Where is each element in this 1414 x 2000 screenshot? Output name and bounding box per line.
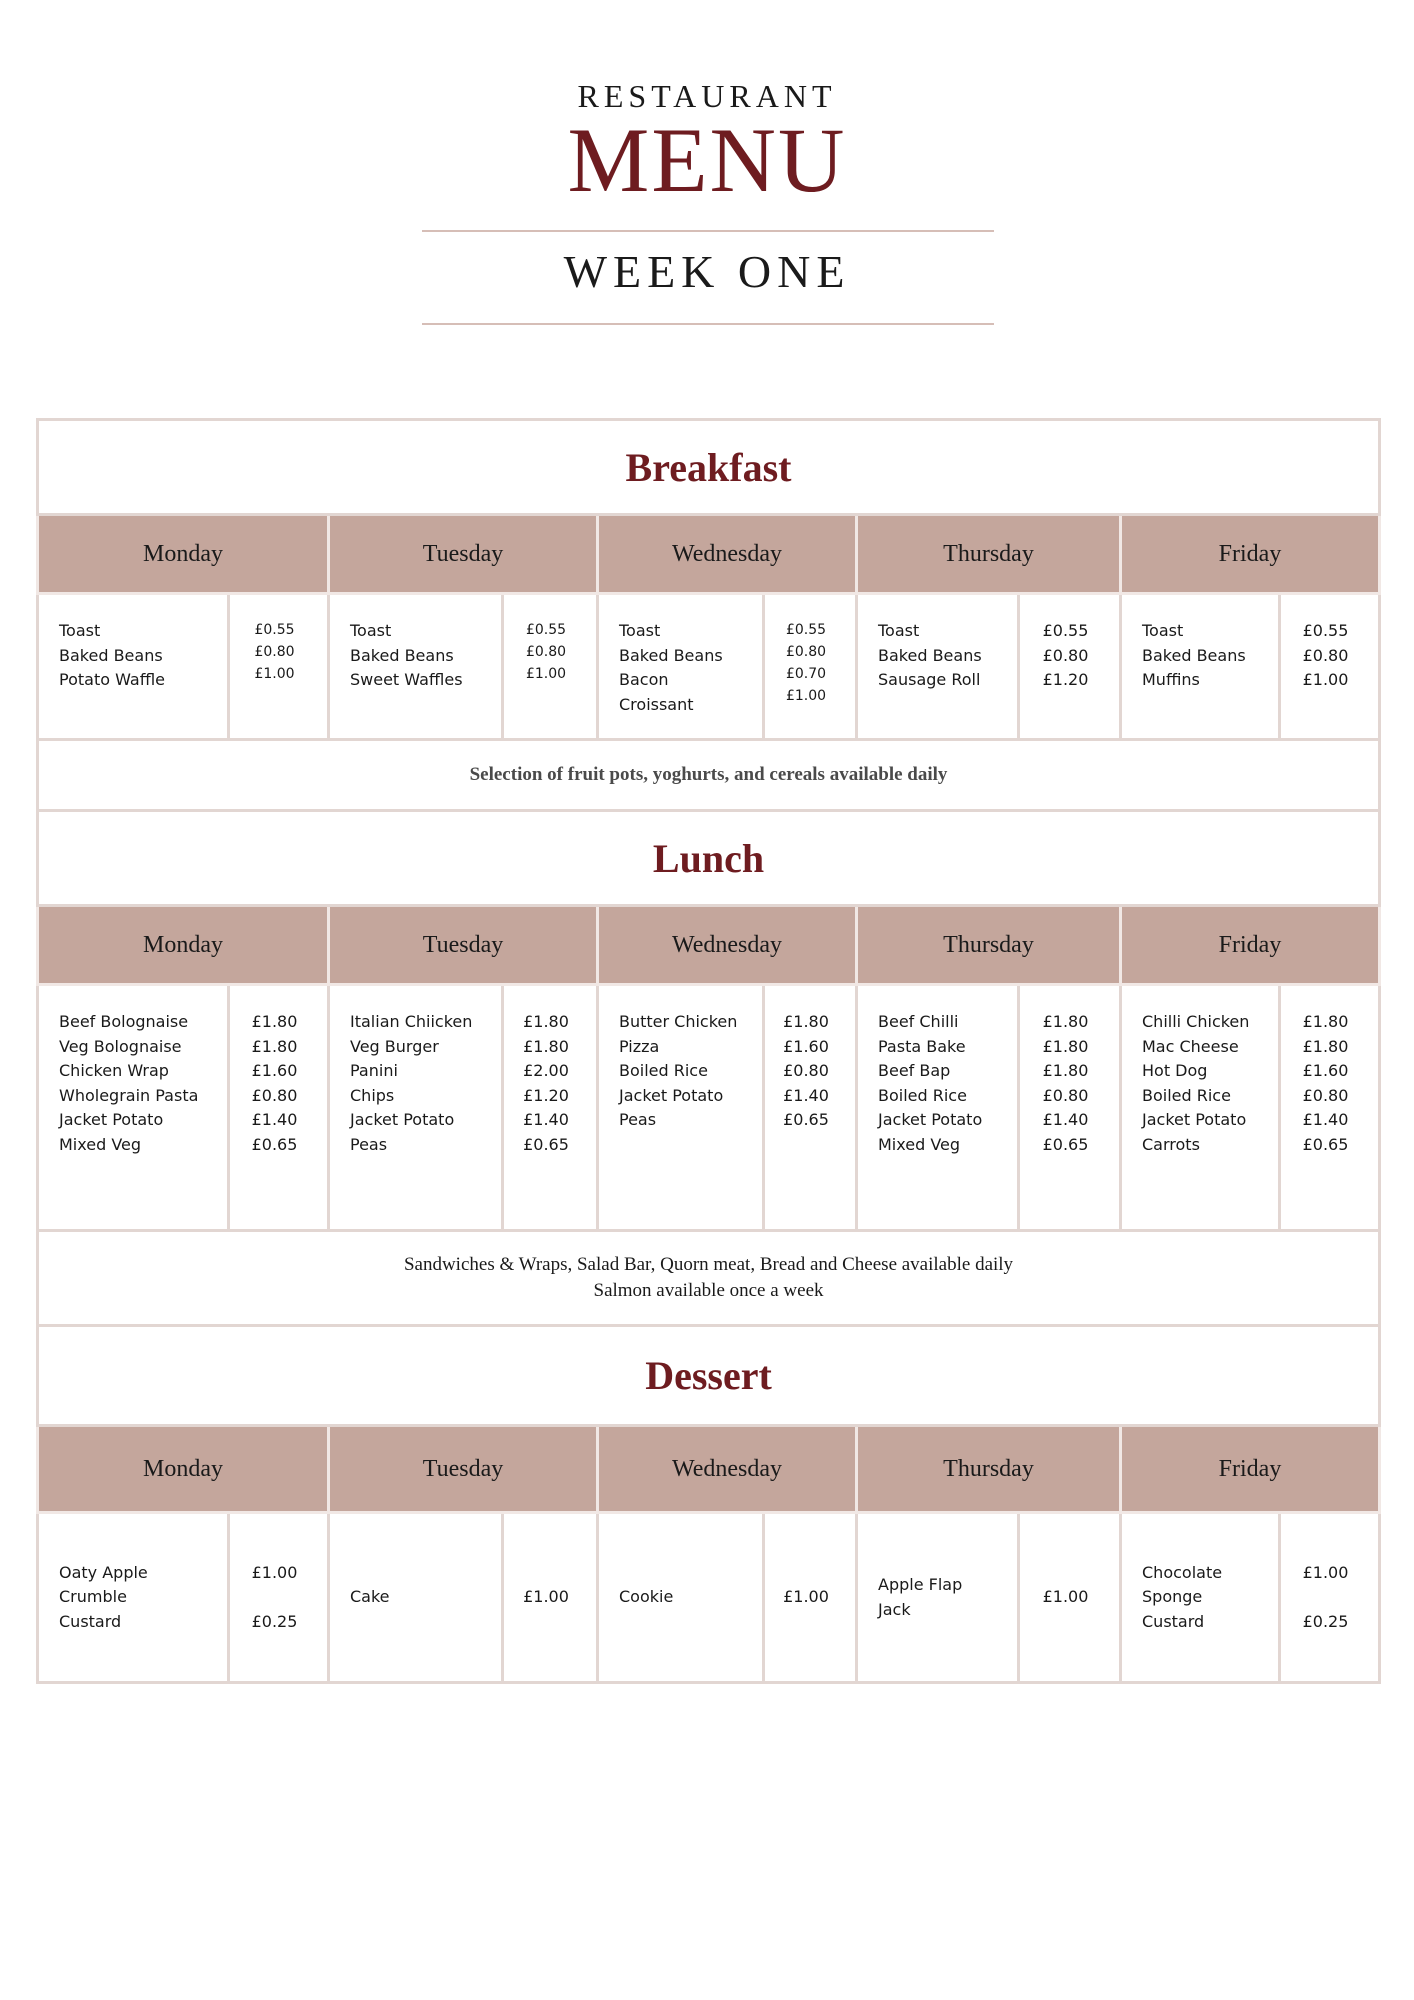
menu-item: Peas [350,1134,388,1154]
lunch-wednesday-items [598,985,764,1231]
header-divider-bottom [422,323,994,325]
menu-price: £0.65 [1042,1134,1089,1154]
dessert-monday-prices [229,1513,329,1683]
lunch-monday-prices [229,985,329,1231]
menu-item: Mixed Veg [59,1134,142,1154]
menu-item: Baked Beans [878,645,982,665]
menu-price: £1.20 [1042,670,1089,689]
menu-item: Jacket Potato [878,1110,983,1129]
menu-price: £0.55 [1042,621,1089,640]
menu-price: £1.00 [1302,670,1349,689]
menu-item: Jacket Potato [350,1110,455,1129]
menu-item: Oaty Apple [59,1562,148,1582]
lunch-note-line-1: Sandwiches & Wraps, Salad Bar, Quorn meat, Bread and Cheese available daily [403,1254,1014,1275]
menu-price: £1.00 [251,1562,298,1582]
dessert-friday-prices [1280,1513,1380,1683]
lunch-thursday-items [857,985,1019,1231]
menu-price: £1.80 [523,1012,569,1031]
menu-price: £1.00 [254,666,295,682]
menu-item: Peas [619,1110,657,1129]
header-divider-top [422,230,994,232]
menu-price: £1.80 [1302,1036,1349,1056]
menu-item: Baked Beans [59,645,163,665]
menu-item: Boiled Rice [878,1085,967,1105]
lunch-title: Lunch [38,811,1380,906]
lunch-day-tuesday: Tuesday [329,906,598,985]
lunch-monday-items [38,985,229,1231]
menu-price: £1.20 [523,1085,569,1105]
menu-price: £1.00 [785,688,827,704]
lunch-day-monday: Monday [38,906,329,985]
menu-price: £0.80 [1302,645,1349,665]
menu-price: £1.40 [251,1110,298,1129]
menu-item: Jacket Potato [1142,1110,1247,1129]
menu-price: £0.80 [254,644,295,660]
week-label: WEEK ONE [563,246,851,297]
menu-price: £1.00 [523,1587,569,1607]
menu-price: £1.60 [783,1036,829,1056]
menu-price: £0.80 [251,1085,298,1105]
menu-item: Chips [350,1085,395,1105]
menu-item: Cookie [619,1587,674,1607]
menu-price: £0.80 [1042,645,1089,665]
menu-price [230,1585,319,1610]
menu-item: Apple Flap [878,1575,963,1594]
menu-item: Bacon [619,670,669,689]
menu-item: Sweet Waffles [350,670,463,689]
menu-item: Beef Bolognaise [59,1012,189,1031]
menu-price: £1.40 [523,1110,569,1129]
dessert-day-friday: Friday [1121,1426,1380,1513]
dessert-wednesday-prices [764,1513,857,1683]
menu-item: Jacket Potato [59,1110,164,1129]
lunch-tuesday-items [329,985,503,1231]
menu-item: Pizza [619,1036,660,1056]
dessert-tuesday-prices [503,1513,598,1683]
breakfast-wednesday-items [598,594,764,740]
menu-price: £0.80 [783,1061,829,1080]
breakfast-day-tuesday: Tuesday [329,515,598,594]
dessert-wednesday-items [598,1513,764,1683]
menu-price: £1.40 [783,1085,829,1105]
menu-price: £1.40 [1042,1110,1089,1129]
lunch-friday-prices [1280,985,1380,1231]
breakfast-wednesday-prices [764,594,857,740]
menu-price: £0.55 [254,622,295,638]
menu-price: £1.80 [1042,1036,1089,1056]
dessert-day-tuesday: Tuesday [329,1426,598,1513]
dessert-title: Dessert [38,1326,1380,1426]
breakfast-day-monday: Monday [38,515,329,594]
menu-item: Panini [350,1061,398,1080]
breakfast-title: Breakfast [38,420,1380,515]
menu-price: £1.00 [1042,1587,1089,1607]
breakfast-monday-items [38,594,229,740]
menu-price: £0.55 [525,622,567,638]
menu-price: £1.60 [1302,1061,1349,1080]
menu-item: Beef Chilli [878,1012,959,1031]
lunch-friday-items [1121,985,1280,1231]
lunch-note-line-2: Salmon available once a week [593,1280,824,1301]
breakfast-tuesday-prices [503,594,598,740]
menu-item: Chocolate [1142,1562,1223,1582]
menu-item: Mixed Veg [878,1134,961,1154]
menu-price: £0.65 [1302,1134,1349,1154]
menu-price: £1.00 [525,666,567,682]
breakfast-thursday-items [857,594,1019,740]
lunch-tuesday-prices [503,985,598,1231]
lunch-day-thursday: Thursday [857,906,1121,985]
menu-table [36,418,1381,1684]
breakfast-day-friday: Friday [1121,515,1380,594]
menu-item: Carrots [1142,1134,1200,1154]
menu-price: £0.65 [251,1134,298,1154]
menu-item: Veg Burger [350,1036,439,1056]
menu-item: Italian Chiicken [350,1012,473,1031]
breakfast-friday-items [1121,594,1280,740]
menu-item: Baked Beans [619,645,723,665]
dessert-day-thursday: Thursday [857,1426,1121,1513]
menu-price: £1.80 [251,1036,298,1056]
menu-item: Custard [59,1611,122,1631]
dessert-tuesday-items [329,1513,503,1683]
menu-item: Pasta Bake [878,1036,966,1056]
breakfast-friday-prices [1280,594,1380,740]
menu-item: Potato Waffle [59,670,166,689]
menu-price: £0.80 [1302,1085,1349,1105]
dessert-day-monday: Monday [38,1426,329,1513]
menu-price [1281,1585,1370,1610]
menu-item: Hot Dog [1142,1061,1208,1080]
menu-price: £1.40 [1302,1110,1349,1129]
menu-item: Custard [1142,1611,1205,1631]
menu-price: £1.80 [523,1036,569,1056]
menu-price: £0.25 [1302,1611,1349,1631]
menu-price: £1.60 [251,1061,298,1080]
menu-item: Boiled Rice [619,1061,708,1080]
menu-item: Chilli Chicken [1142,1012,1250,1031]
menu-price: £1.80 [1042,1061,1089,1080]
dessert-thursday-items [857,1513,1019,1683]
menu-price: £1.00 [1302,1562,1349,1582]
menu-item: Cake [350,1587,390,1607]
dessert-day-wednesday: Wednesday [598,1426,857,1513]
menu-item: Baked Beans [350,645,454,665]
menu-price: £0.55 [785,622,827,638]
menu-price: £1.00 [783,1587,829,1607]
menu-item: Muffins [1142,670,1200,689]
menu-price: £1.80 [251,1012,298,1031]
breakfast-note: Selection of fruit pots, yoghurts, and cereals available daily [38,740,1380,811]
menu-price: £0.65 [783,1110,829,1129]
menu-item: Veg Bolognaise [59,1036,182,1056]
menu-price: £0.80 [1042,1085,1089,1105]
menu-item: Toast [350,621,392,640]
menu-item: Sausage Roll [878,670,981,689]
menu-item: Jacket Potato [619,1085,724,1105]
menu-item: Toast [619,621,661,640]
lunch-day-friday: Friday [1121,906,1380,985]
menu-price: £0.80 [785,644,827,660]
menu-item: Chicken Wrap [59,1061,169,1080]
restaurant-label: RESTAURANT [577,78,837,114]
menu-item: Beef Bap [878,1061,951,1080]
menu-price: £0.65 [523,1134,569,1154]
lunch-note [38,1231,1380,1326]
breakfast-monday-prices [229,594,329,740]
menu-price: £0.25 [251,1611,298,1631]
menu-item: Boiled Rice [1142,1085,1231,1105]
breakfast-day-wednesday: Wednesday [598,515,857,594]
menu-item: Croissant [619,694,694,714]
menu-price: £2.00 [523,1061,569,1080]
breakfast-tuesday-items [329,594,503,740]
menu-item: Butter Chicken [619,1012,738,1031]
dessert-friday-items [1121,1513,1280,1683]
menu-title: MENU [567,109,847,211]
menu-item: Toast [59,621,101,640]
menu-price: £0.80 [525,644,567,660]
lunch-day-wednesday: Wednesday [598,906,857,985]
menu-item: Crumble [59,1587,127,1607]
breakfast-thursday-prices [1019,594,1121,740]
menu-item: Baked Beans [1142,645,1246,665]
breakfast-day-thursday: Thursday [857,515,1121,594]
lunch-wednesday-prices [764,985,857,1231]
menu-price: £0.55 [1302,621,1349,640]
menu-item: Jack [878,1599,911,1619]
menu-price: £1.80 [1042,1012,1089,1031]
lunch-thursday-prices [1019,985,1121,1231]
menu-item: Sponge [1142,1587,1203,1607]
menu-item: Wholegrain Pasta [59,1085,199,1105]
menu-price: £1.80 [1302,1012,1349,1031]
menu-price: £1.80 [783,1012,829,1031]
dessert-thursday-prices [1019,1513,1121,1683]
menu-price: £0.70 [785,666,827,682]
dessert-monday-items [38,1513,229,1683]
menu-item: Toast [1142,621,1184,640]
menu-item: Toast [878,621,920,640]
menu-item: Mac Cheese [1142,1036,1239,1056]
